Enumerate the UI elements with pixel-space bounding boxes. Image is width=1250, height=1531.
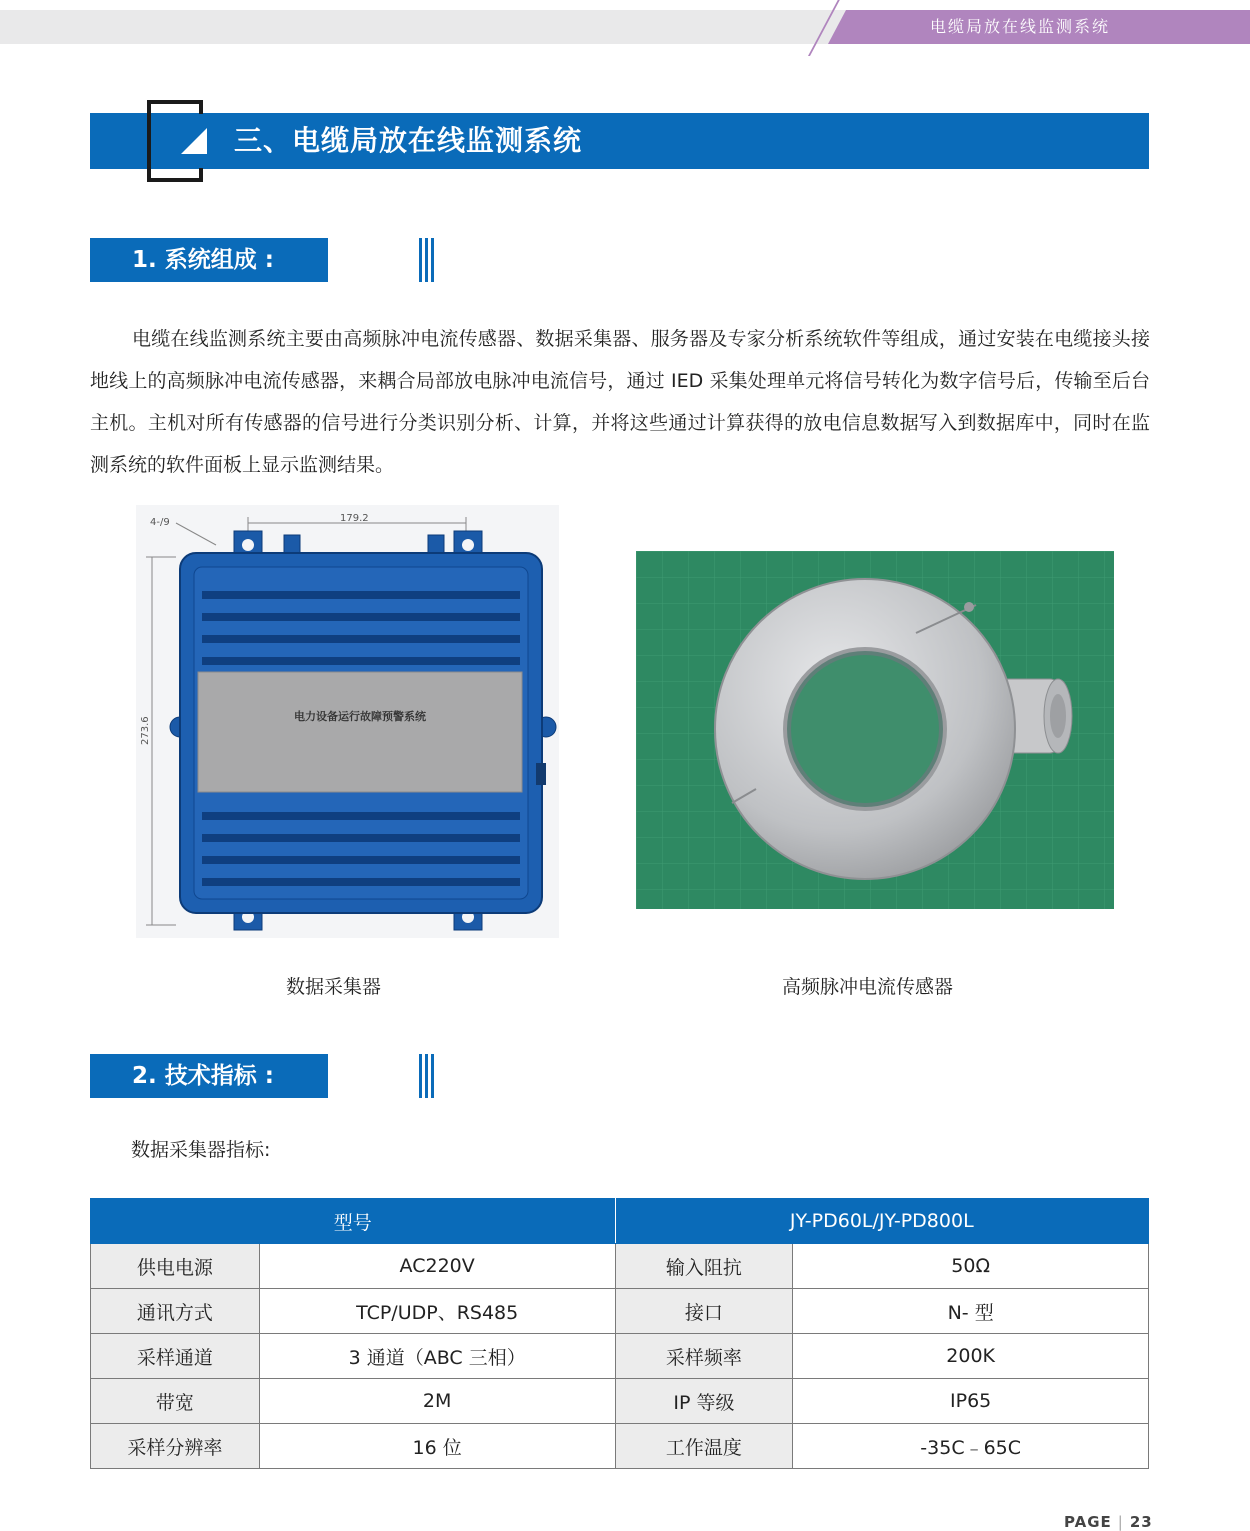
table-row xyxy=(91,1424,1149,1469)
header-model-value: JY-PD60L/JY-PD800L xyxy=(615,1199,1149,1244)
spec-value: 16 位 xyxy=(259,1424,615,1469)
spec-key: 输入阻抗 xyxy=(615,1244,793,1289)
intro-text: 电缆在线监测系统主要由高频脉冲电流传感器、数据采集器、服务器及专家分析系统软件等组成，通过安装在电缆接头接地线上的高频脉冲电流传感器，来耦合局部放电脉冲电流信号，通过 IED 采集处理单元将信号转化为数字信号后，传输至后台主机。主机对所有传感器的信号进行分类识别分析、计算，并将这些通过计算获得的放电信息数据写入到数据库中，同时在监测系统的软件面板上显示监测结果。 xyxy=(90,328,1150,476)
hfct-sensor-drawing xyxy=(636,551,1114,909)
spec-value: 2M xyxy=(259,1379,615,1424)
spec-key: 供电电源 xyxy=(91,1244,260,1289)
spec-value: N- 型 xyxy=(793,1289,1149,1334)
table-row xyxy=(91,1334,1149,1379)
spec-value: 200K xyxy=(793,1334,1149,1379)
spec-key: 采样分辨率 xyxy=(91,1424,260,1469)
spec-key: 接口 xyxy=(615,1289,793,1334)
dimension-width: 179.2 xyxy=(340,513,369,524)
dimension-hole: 4-/9 xyxy=(150,517,170,528)
data-collector-image xyxy=(136,505,559,938)
stripe-decoration xyxy=(419,1054,422,1098)
hfct-sensor-image xyxy=(636,551,1114,909)
table-row xyxy=(91,1289,1149,1334)
caption-data-collector: 数据采集器 xyxy=(286,976,382,998)
spec-key: 采样通道 xyxy=(91,1334,260,1379)
spec-key: 采样频率 xyxy=(615,1334,793,1379)
header-model-label: 型号 xyxy=(91,1199,616,1244)
page-number-value: 23 xyxy=(1129,1513,1153,1531)
section-title: 三、电缆局放在线监测系统 xyxy=(234,124,583,157)
dimension-height: 273.6 xyxy=(140,716,151,745)
spec-table xyxy=(90,1198,1149,1469)
subsection-heading-composition xyxy=(90,238,348,282)
stripe-decoration xyxy=(425,1054,428,1098)
spec-key: IP 等级 xyxy=(615,1379,793,1424)
page-label: PAGE xyxy=(1064,1513,1112,1531)
spec-value: IP65 xyxy=(793,1379,1149,1424)
subsection-label: 2. 技术指标 : xyxy=(132,1063,274,1089)
spec-value: -35C﹣65C xyxy=(793,1424,1149,1469)
data-collector-drawing xyxy=(136,505,559,938)
intro-paragraph xyxy=(90,318,1150,486)
table-header-row xyxy=(91,1199,1149,1244)
subsection-heading-specs xyxy=(90,1054,348,1098)
table-row xyxy=(91,1244,1149,1289)
table-row xyxy=(91,1379,1149,1424)
spec-value: AC220V xyxy=(259,1244,615,1289)
panel-label: 电力设备运行故障预警系统 xyxy=(294,710,426,723)
subsection-label: 1. 系统组成 : xyxy=(132,247,274,273)
stripe-decoration xyxy=(431,238,434,282)
stripe-decoration xyxy=(419,238,422,282)
spec-value: TCP/UDP、RS485 xyxy=(259,1289,615,1334)
spec-value: 3 通道（ABC 三相） xyxy=(259,1334,615,1379)
spec-key: 通讯方式 xyxy=(91,1289,260,1334)
caption-hfct-sensor: 高频脉冲电流传感器 xyxy=(782,976,954,998)
stripe-decoration xyxy=(431,1054,434,1098)
page-number xyxy=(1064,1513,1153,1531)
header-title: 电缆局放在线监测系统 xyxy=(929,17,1110,36)
triangle-icon xyxy=(181,128,207,154)
spec-key: 带宽 xyxy=(91,1379,260,1424)
spec-key: 工作温度 xyxy=(615,1424,793,1469)
spec-value: 50Ω xyxy=(793,1244,1149,1289)
stripe-decoration xyxy=(425,238,428,282)
page-separator: | xyxy=(1117,1513,1124,1531)
table-caption: 数据采集器指标: xyxy=(131,1139,271,1161)
